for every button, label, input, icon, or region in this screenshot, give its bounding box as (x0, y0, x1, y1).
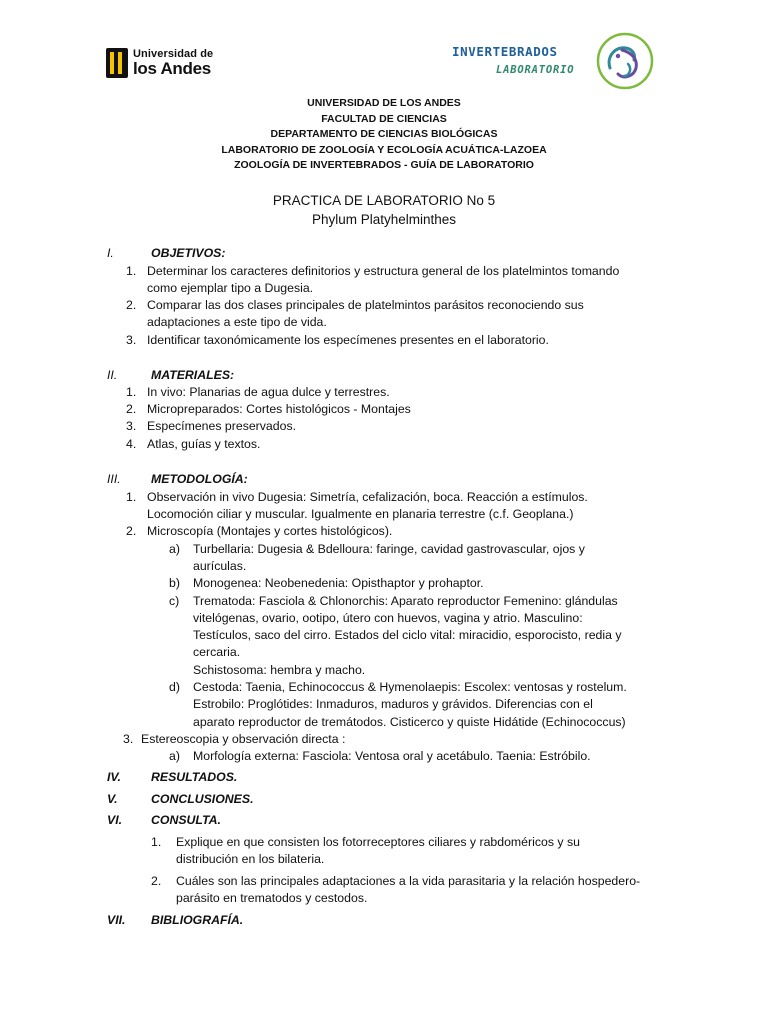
header-line: UNIVERSIDAD DE LOS ANDES (307, 97, 461, 109)
list-item-line: Micropreparados: Cortes histológicos - Montajes (147, 402, 411, 416)
list-number: 3. (123, 732, 134, 746)
list-item-line: Locomoción ciliar y muscular. Igualmente en planaria terrestre (c.f. Geoplana.) (147, 507, 574, 521)
uandes-logo-line1: Universidad de (133, 48, 214, 60)
sublist-item-line: aparato reproductor de tremátodos. Cisticerco y quiste Hidátide (Echinococcus) (193, 715, 626, 729)
list-item-line: Identificar taxonómicamente los especímenes presentes en el laboratorio. (147, 333, 549, 347)
sublist-item-line: Monogenea: Neobenedenia: Opisthaptor y prohaptor. (193, 576, 484, 590)
list-item-line: Atlas, guías y textos. (147, 437, 261, 451)
list-number: 1. (126, 385, 137, 399)
sublist-letter: d) (169, 680, 180, 694)
list-number: 2. (151, 874, 162, 888)
header-line: ZOOLOGÍA DE INVERTEBRADOS - GUÍA DE LABORATORIO (234, 159, 534, 172)
sublist-item-line: Schistosoma: hembra y macho. (193, 663, 366, 677)
sublist-letter: c) (169, 594, 180, 608)
header-line: LABORATORIO DE ZOOLOGÍA Y ECOLOGÍA ACUÁTICA-LAZOEA (221, 143, 547, 156)
list-item-line: Observación in vivo Dugesia: Simetría, cefalización, boca. Reacción a estímulos. (147, 490, 588, 504)
list-number: 2. (126, 298, 137, 312)
sublist-item-line: vitelógenas, ovario, ootipo, útero con huevos, vagina y atrio. Masculino: (193, 611, 583, 625)
list-number: 1. (151, 835, 162, 849)
list-number: 3. (126, 419, 137, 433)
list-item-line: Microscopía (Montajes y cortes histológicos). (147, 524, 393, 538)
sublist-item-line: Cestoda: Taenia, Echinococcus & Hymenolaepis: Escolex: ventosas y rostelum. (193, 680, 627, 694)
list-item-line: Especímenes preservados. (147, 419, 297, 433)
list-number: 1. (126, 490, 137, 504)
header-line: DEPARTAMENTO DE CIENCIAS BIOLÓGICAS (270, 128, 498, 141)
sublist-item-line: Turbellaria: Dugesia & Bdelloura: faringe, cavidad gastrovascular, ojos y (193, 542, 585, 556)
list-number: 4. (126, 437, 137, 451)
list-item-line: Estereoscopia y observación directa : (141, 732, 346, 746)
section-title-consulta: CONSULTA. (151, 813, 221, 827)
section-title-conclusiones: CONCLUSIONES. (151, 792, 254, 806)
section-title-metodologia: METODOLOGÍA: (151, 472, 248, 486)
practice-title: PRACTICA DE LABORATORIO No 5 (272, 193, 496, 208)
list-item-line: Comparar las dos clases principales de platelmintos parásitos reconociendo sus (147, 298, 584, 312)
list-item-line: distribución en los bilateria. (176, 852, 325, 866)
practice-subtitle: Phylum Platyhelminthes (311, 212, 457, 227)
sublist-item-line: aurículas. (193, 559, 247, 573)
section-number: III. (107, 472, 121, 486)
list-item-line: parásito en trematodos y cestodos. (176, 891, 368, 905)
sublist-item-line: Trematoda: Fasciola & Chlonorchis: Aparato reproductor Femenino: glándulas (193, 594, 618, 608)
invertebrados-logo-subtitle: LABORATORIO (496, 64, 575, 76)
sublist-letter: a) (169, 542, 180, 556)
section-number: V. (107, 792, 118, 806)
list-item-line: Determinar los caracteres definitorios y estructura general de los platelmintos tomando (147, 264, 620, 278)
section-number: I. (107, 246, 114, 260)
section-title-materiales: MATERIALES: (151, 368, 235, 382)
list-item-line: Explique en que consisten los fotorreceptores ciliares y rabdoméricos y su (176, 835, 580, 849)
header-line: FACULTAD DE CIENCIAS (321, 112, 447, 125)
section-number: IV. (107, 770, 121, 784)
list-number: 3. (126, 333, 137, 347)
list-number: 2. (126, 524, 137, 538)
list-item-line: como ejemplar tipo a Dugesia. (147, 281, 314, 295)
section-number: VII. (107, 913, 126, 927)
sublist-item-line: Testículos, saco del cirro. Estados del ciclo vital: miracidio, esporocisto, redia y (193, 628, 622, 642)
sublist-letter: a) (169, 749, 180, 763)
sublist-item-line: Estrobilo: Proglótides: Inmaduros, maduros y grávidos. Diferencias con el (193, 697, 593, 711)
section-title-bibliografia: BIBLIOGRAFÍA. (151, 913, 244, 927)
sublist-item-line: Morfología externa: Fasciola: Ventosa oral y acetábulo. Taenia: Estróbilo. (193, 749, 591, 763)
invertebrados-logo-title: INVERTEBRADOS (452, 44, 558, 59)
section-number: VI. (107, 813, 123, 827)
list-item-line: Cuáles son las principales adaptaciones a la vida parasitaria y la relación hospedero- (176, 874, 641, 888)
uandes-logo-line2: los Andes (133, 59, 211, 78)
sublist-item-line: cercaria. (193, 645, 241, 659)
section-title-objetivos: OBJETIVOS: (151, 246, 226, 260)
section-title-resultados: RESULTADOS. (151, 770, 238, 784)
list-number: 2. (126, 402, 137, 416)
sublist-letter: b) (169, 576, 180, 590)
list-item-line: In vivo: Planarias de agua dulce y terrestres. (147, 385, 390, 399)
list-number: 1. (126, 264, 137, 278)
list-item-line: adaptaciones a este tipo de vida. (147, 315, 327, 329)
section-number: II. (107, 368, 118, 382)
